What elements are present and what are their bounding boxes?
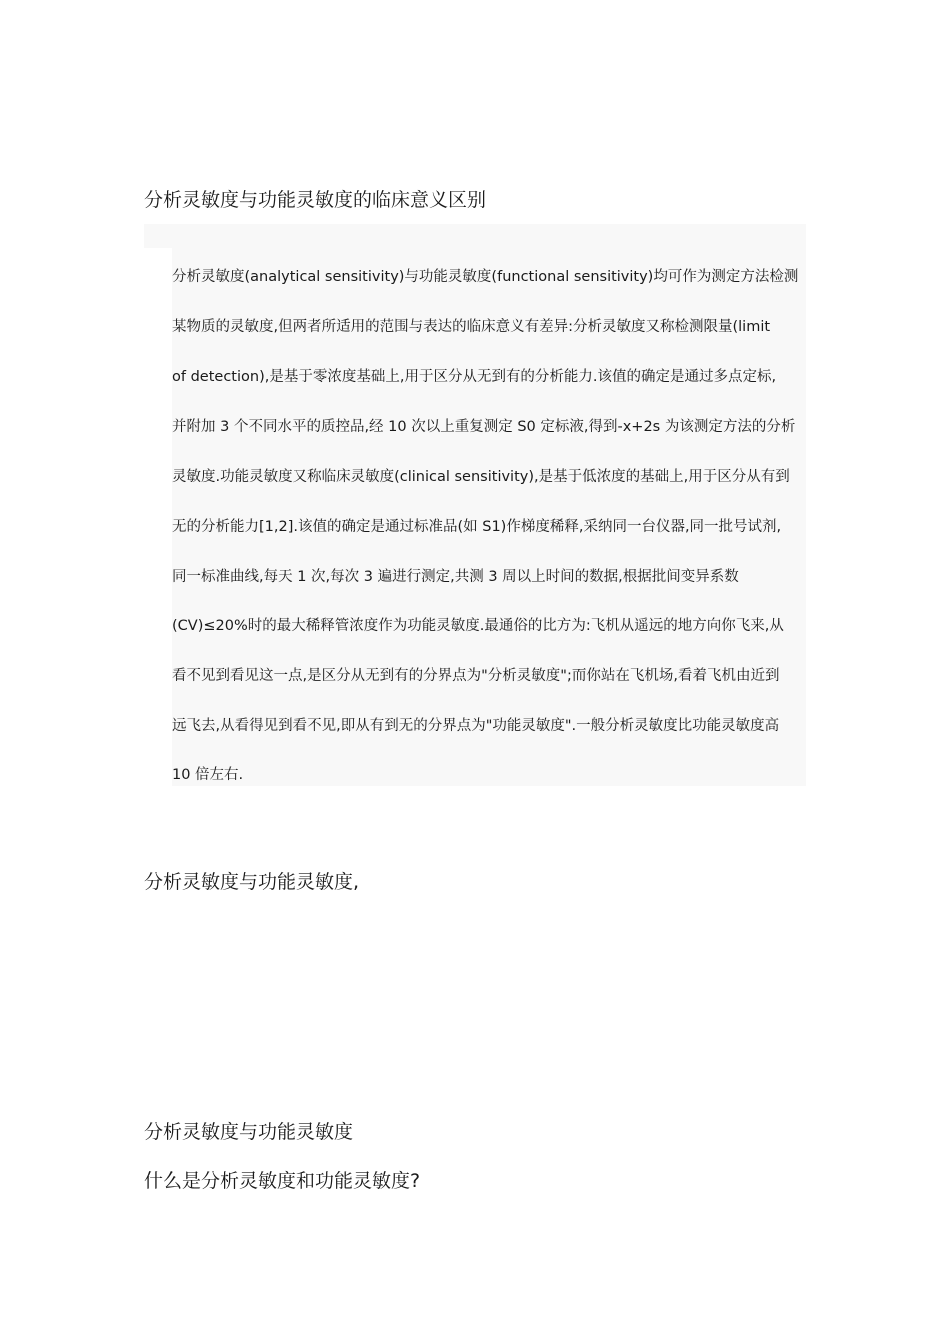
quote-line: of detection),是基于零浓度基础上,用于区分从无到有的分析能力.该值的确定是通过多点定标, [172,369,777,385]
quote-box-top [144,224,806,248]
quote-line: 灵敏度.功能灵敏度又称临床灵敏度(clinical sensitivity),是基于低浓度的基础上,用于区分从有到 [172,469,790,485]
quote-line: 同一标准曲线,每天 1 次,每次 3 遍进行测定,共测 3 周以上时间的数据,根据批间变异系数 [172,569,739,585]
section-heading: 分析灵敏度与功能灵敏度, [144,871,360,893]
section-heading: 什么是分析灵敏度和功能灵敏度? [144,1170,421,1192]
quote-line: 无的分析能力[1,2].该值的确定是通过标准品(如 S1)作梯度稀释,采纳同一台仪器,同一批号试剂, [172,519,782,535]
quote-line: 远飞去,从看得见到看不见,即从有到无的分界点为"功能灵敏度".一般分析灵敏度比功能灵敏度高 [172,718,780,734]
quote-line: 某物质的灵敏度,但两者所适用的范围与表达的临床意义有差异:分析灵敏度又称检测限量(limit [172,319,771,335]
quote-line: 10 倍左右. [172,767,244,783]
article-title: 分析灵敏度与功能灵敏度的临床意义区别 [144,189,487,211]
quote-line: 看不见到看见这一点,是区分从无到有的分界点为"分析灵敏度";而你站在飞机场,看着飞机由近到 [172,668,780,684]
quote-line: 分析灵敏度(analytical sensitivity)与功能灵敏度(functional sensitivity)均可作为测定方法检测 [172,269,799,285]
quote-line: (CV)≤20%时的最大稀释管浓度作为功能灵敏度.最通俗的比方为:飞机从遥远的地方向你飞来,从 [172,618,784,634]
section-heading: 分析灵敏度与功能灵敏度 [144,1121,354,1143]
quote-line: 并附加 3 个不同水平的质控品,经 10 次以上重复测定 S0 定标液,得到-x+2s 为该测定方法的分析 [172,419,796,435]
